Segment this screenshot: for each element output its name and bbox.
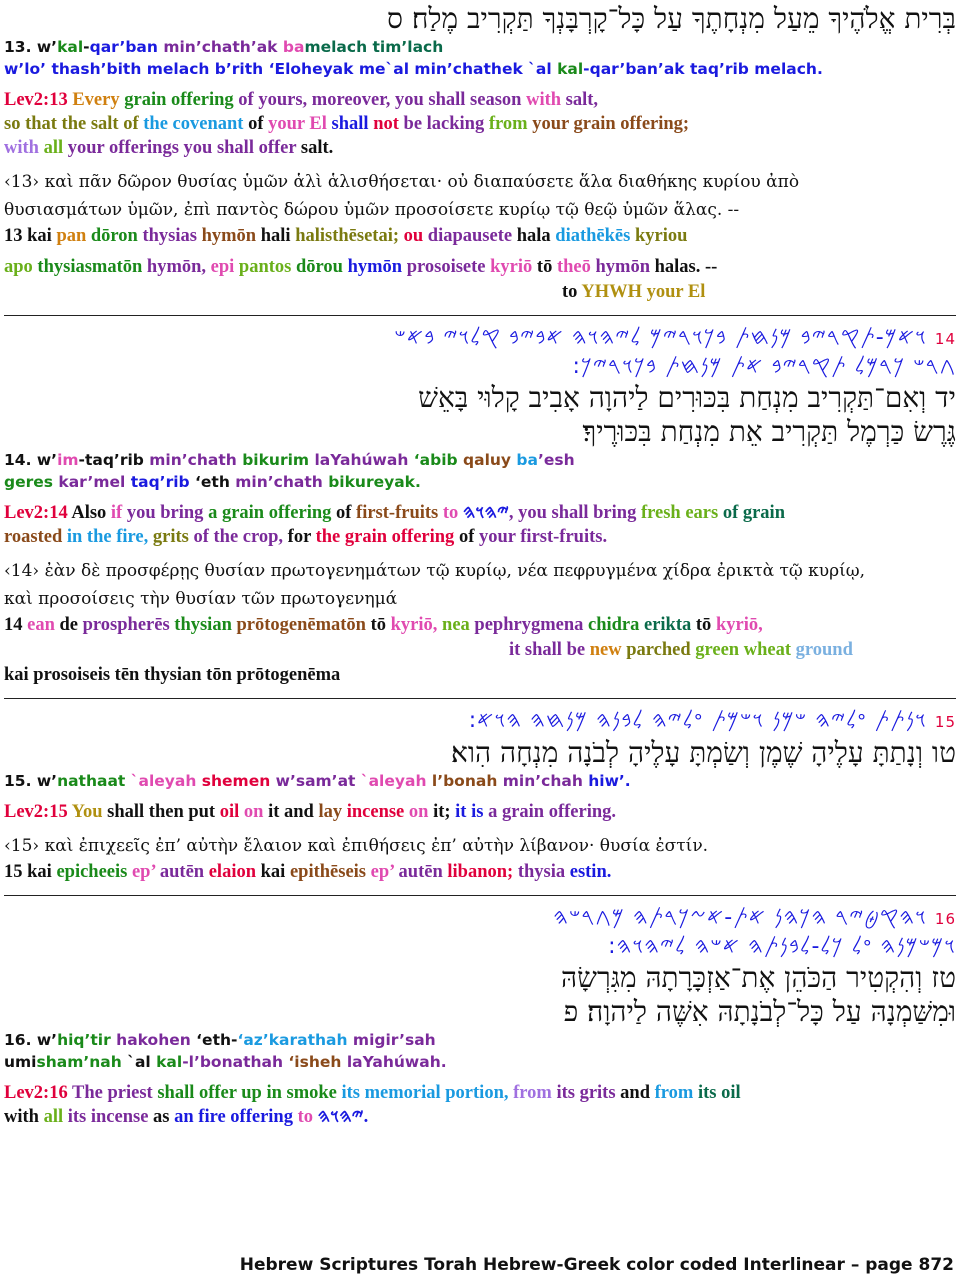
word-segment: on xyxy=(408,802,434,822)
word-segment: you bring xyxy=(126,503,209,523)
word-segment: `al xyxy=(127,1053,157,1071)
v14-hebrew-line-1: יד וְאִם־תַּקְרִיב מִנְחַת בִּכּוּרִים לַיהוָה אָבִיב קָלוּי בָּאֵשׁ xyxy=(418,381,956,414)
word-segment: in the fire, xyxy=(66,527,153,547)
word-segment: the grain offering xyxy=(315,527,459,547)
word-segment: bikureyak. xyxy=(328,473,421,491)
word-segment: if xyxy=(110,503,127,523)
divider xyxy=(4,698,956,699)
word-segment: The priest xyxy=(72,1083,158,1103)
word-segment: kal xyxy=(156,1053,183,1071)
word-segment: to xyxy=(562,282,582,302)
word-segment: prosoisete xyxy=(406,257,491,277)
word-segment: and xyxy=(284,802,319,822)
v14-greek-line-2: καὶ προσοίσεις τὴν θυσίαν τῶν πρωτογενημά xyxy=(4,589,398,609)
word-segment: w’lo’ thash’bith melach b’rith ‘Eloheyak me`al min’chathek `al xyxy=(4,60,558,78)
v15-translit-line-1 xyxy=(4,770,956,792)
word-segment: migir’sah xyxy=(352,1031,436,1049)
word-segment: tō xyxy=(536,257,557,277)
v13-translit xyxy=(4,36,956,80)
word-segment: hymōn xyxy=(201,226,261,246)
word-segment: Lev2:16 xyxy=(4,1083,73,1103)
word-segment: epicheeis xyxy=(56,862,132,882)
v16-hebrew-line-2: וּמִשַּׁמְנָהּ עַל כָּל־לְבֹנָתָהּ אִשֶּׁה לַיהוָה׃ פ xyxy=(563,995,956,1028)
word-segment: 14 xyxy=(4,615,28,635)
v14-greek-translit-line-3 xyxy=(4,663,956,688)
word-segment: sham’nah xyxy=(36,1053,128,1071)
word-segment: for xyxy=(287,527,316,547)
word-segment: umi xyxy=(4,1053,37,1071)
word-segment: thysian xyxy=(174,615,237,635)
word-segment: diapausete xyxy=(427,226,517,246)
word-segment: your grain offering; xyxy=(532,114,690,134)
word-segment: the covenant xyxy=(143,114,249,134)
word-segment: shemen xyxy=(201,772,276,790)
word-segment: of xyxy=(336,503,357,523)
word-segment: - xyxy=(83,38,90,56)
word-segment: kyriō, xyxy=(715,615,763,635)
word-segment: l’bonah xyxy=(431,772,503,790)
divider xyxy=(4,315,956,316)
v13-english xyxy=(4,88,956,160)
v13-greek-translit-line-1 xyxy=(4,224,956,249)
word-segment: 15. w’ xyxy=(4,772,58,790)
word-segment: hala xyxy=(516,226,556,246)
word-segment: new xyxy=(589,640,627,660)
word-segment: first-fruits xyxy=(356,503,443,523)
v15-number: 15 xyxy=(934,713,956,731)
word-segment: green wheat xyxy=(695,640,796,660)
word-segment: pan xyxy=(56,226,91,246)
word-segment: shall xyxy=(331,114,374,134)
v13-english-line-1 xyxy=(4,88,956,112)
word-segment: prōtogenēmatōn xyxy=(236,615,371,635)
word-segment: its incense xyxy=(67,1107,154,1127)
word-segment: pantos xyxy=(238,257,296,277)
word-segment: kyriou xyxy=(634,226,688,246)
word-segment: elaion xyxy=(208,862,261,882)
interlinear-page xyxy=(4,2,956,1129)
word-segment: -taq’rib xyxy=(78,451,150,469)
word-segment: `aleyah xyxy=(360,772,432,790)
word-segment: from xyxy=(513,1083,557,1103)
word-segment: as xyxy=(153,1107,175,1127)
v13-english-line-2 xyxy=(4,112,956,136)
v15-english-line-1 xyxy=(4,800,956,824)
word-segment: is xyxy=(471,802,489,822)
word-segment: so that the salt of xyxy=(4,114,144,134)
word-segment: hiq’tir xyxy=(57,1031,117,1049)
word-segment: its oil xyxy=(697,1083,741,1103)
word-segment: 13 kai xyxy=(4,226,57,246)
word-segment: kyriō xyxy=(490,257,537,277)
v13-greek-line-1: ‹13› καὶ πᾶν δῶρον θυσίας ὑμῶν ἁλὶ ἁλισθήσεται· οὐ διαπαύσετε ἅλα διαθήκης κυρίου ἀπὸ xyxy=(4,172,800,192)
v13-hebrew-tail: בְּרִית אֱלֹהֶיךָ מֵעַל מִנְחָתֶךָ עַל כָּל־קָרְבָּנְךָ תַּקְרִיב מֶלַח׃ ס xyxy=(387,2,956,35)
word-segment: not xyxy=(373,114,404,134)
word-segment: min’chath xyxy=(235,473,329,491)
word-segment: it xyxy=(268,802,284,822)
word-segment: laYahúwah. xyxy=(346,1053,447,1071)
word-segment: -l’bonathah xyxy=(182,1053,289,1071)
word-segment: 𐤉𐤄𐤅𐤄 xyxy=(462,503,509,523)
word-segment: ’esh xyxy=(537,451,575,469)
word-segment: your first-fruits. xyxy=(478,527,608,547)
word-segment: de xyxy=(59,615,83,635)
word-segment: melach tim’lach xyxy=(304,38,444,56)
word-segment: grain offering xyxy=(124,90,239,110)
word-segment: -qar’ban’ak taq’rib melach. xyxy=(583,60,823,78)
v16-translit-line-1 xyxy=(4,1029,956,1051)
v16-number: 16 xyxy=(934,910,956,928)
word-segment: Also xyxy=(71,503,111,523)
word-segment: Every xyxy=(72,90,125,110)
word-segment: 14. w’ xyxy=(4,451,58,469)
word-segment: chidra xyxy=(587,615,644,635)
word-segment: roasted xyxy=(4,527,67,547)
word-segment: kal xyxy=(57,38,84,56)
v13-greek-line-2: θυσιασμάτων ὑμῶν, ἐπὶ παντὸς δώρου ὑμῶν προσοίσετε κυρίῳ τῷ θεῷ ὑμῶν ἅλας. -- xyxy=(4,200,740,220)
v16-translit-line-2 xyxy=(4,1051,956,1073)
word-segment: shall offer up in smoke xyxy=(157,1083,342,1103)
word-segment: thysia xyxy=(517,862,570,882)
page-footer: Hebrew Scriptures Torah Hebrew-Greek color coded Interlinear – page 872 xyxy=(239,1255,954,1275)
word-segment: libanon; xyxy=(447,862,518,882)
divider xyxy=(4,895,956,896)
word-segment: ba xyxy=(516,451,538,469)
v13-greek-translit-line-3 xyxy=(4,280,956,305)
v13-translit-line-1 xyxy=(4,36,956,58)
v16-english-line-2 xyxy=(4,1105,956,1129)
word-segment: hakohen xyxy=(116,1031,197,1049)
word-segment: of the crop, xyxy=(193,527,288,547)
word-segment: ep’ xyxy=(131,862,160,882)
v16-paleo-line-2: 𐤅𐤌𐤔𐤌𐤍𐤄 𐤏𐤋 𐤊𐤋-𐤋𐤁𐤍𐤕𐤄 𐤀𐤔𐤄 𐤋𐤉𐤄𐤅𐤄: xyxy=(608,934,956,959)
word-segment: ‘isheh xyxy=(288,1053,347,1071)
v14-greek-translit-line-2 xyxy=(4,638,956,663)
word-segment: all xyxy=(43,138,68,158)
word-segment: it shall be xyxy=(509,640,590,660)
word-segment: on xyxy=(243,802,269,822)
word-segment: erikta xyxy=(644,615,696,635)
v14-greek-translit-line-1 xyxy=(4,613,956,638)
v14-translit-line-2 xyxy=(4,471,956,493)
word-segment: w’sam’at xyxy=(275,772,361,790)
word-segment: and xyxy=(620,1083,655,1103)
word-segment: epi xyxy=(210,257,239,277)
word-segment: to xyxy=(297,1107,318,1127)
word-segment: lay xyxy=(318,802,347,822)
word-segment: it xyxy=(455,802,472,822)
v14-translit-line-1 xyxy=(4,449,956,471)
word-segment: of yours, moreover, you shall season xyxy=(238,90,527,110)
word-segment: min’chath’ak xyxy=(157,38,283,56)
word-segment: of grain xyxy=(722,503,785,523)
word-segment: you shall offer xyxy=(183,138,301,158)
word-segment: hiw’. xyxy=(588,772,631,790)
v13-greek-translit-line-2 xyxy=(4,255,956,280)
word-segment: its grits xyxy=(556,1083,621,1103)
word-segment: You xyxy=(71,802,108,822)
word-segment: nea xyxy=(442,615,475,635)
word-segment: kai prosoiseis tēn thysian tōn prōtogenēma xyxy=(4,665,341,685)
v15-paleo-line-1: 15 𐤅𐤍𐤕𐤕 𐤏𐤋𐤉𐤄 𐤔𐤌𐤍 𐤅𐤔𐤌𐤕 𐤏𐤋𐤉𐤄 𐤋𐤁𐤍𐤄 𐤌𐤍𐤇𐤄 𐤄𐤅𐤀: xyxy=(468,708,956,733)
v15-greek-translit-line-1 xyxy=(4,860,956,885)
word-segment: laYahúwah xyxy=(314,451,414,469)
word-segment: 𐤉𐤄𐤅𐤄. xyxy=(317,1107,369,1127)
word-segment: fresh ears xyxy=(640,503,723,523)
v14-hebrew-line-2: גֶּרֶשׂ כַּרְמֶל תַּקְרִיב אֵת מִנְחַת בִּכּוּרֶיךָ׃ xyxy=(582,415,956,448)
v15-greek-line-1: ‹15› καὶ ἐπιχεεῖς ἐπ’ αὐτὴν ἔλαιον καὶ ἐπιθήσεις ἐπ’ αὐτὴν λίβανον· θυσία ἐστίν. xyxy=(4,836,709,856)
word-segment: your El xyxy=(268,114,332,134)
word-segment: YHWH your El xyxy=(581,282,706,302)
word-segment: a grain offering. xyxy=(488,802,617,822)
word-segment: of xyxy=(458,527,479,547)
word-segment: kai xyxy=(260,862,290,882)
word-segment: im xyxy=(57,451,79,469)
v14-english-line-2 xyxy=(4,525,956,549)
word-segment: incense xyxy=(346,802,409,822)
v14-paleo-line-2: 𐤂𐤓𐤔 𐤊𐤓𐤌𐤋 𐤕𐤒𐤓𐤉𐤁 𐤀𐤕 𐤌𐤍𐤇𐤕 𐤁𐤊𐤅𐤓𐤉𐤊: xyxy=(572,354,956,379)
word-segment: from xyxy=(488,114,533,134)
word-segment: salt, xyxy=(565,90,599,110)
word-segment: oil xyxy=(219,802,244,822)
v13-translit-line-2 xyxy=(4,58,956,80)
word-segment: with xyxy=(4,1107,44,1127)
word-segment: thysias xyxy=(142,226,202,246)
word-segment: your offerings xyxy=(67,138,184,158)
word-segment: kal xyxy=(557,60,584,78)
word-segment: be lacking xyxy=(403,114,489,134)
v14-greek-line-1: ‹14› ἐὰν δὲ προσφέρῃς θυσίαν πρωτογενημάτων τῷ κυρίῳ, νέα πεφρυγμένα χίδρα ἐρικτὰ τῷ κυρίῳ, xyxy=(4,561,866,581)
word-segment: hymōn xyxy=(347,257,407,277)
word-segment: 13. w’ xyxy=(4,38,58,56)
word-segment: prospherēs xyxy=(82,615,175,635)
word-segment: halisthēsetai; xyxy=(295,226,404,246)
word-segment: thysiasmatōn xyxy=(37,257,147,277)
word-segment: autēn xyxy=(159,862,209,882)
word-segment: tō xyxy=(370,615,391,635)
word-segment: of xyxy=(248,114,269,134)
word-segment: 16. w’ xyxy=(4,1031,58,1049)
word-segment: ‘eth xyxy=(195,473,236,491)
word-segment: pephrygmena xyxy=(474,615,588,635)
v14-english-line-1 xyxy=(4,501,956,525)
word-segment: ean xyxy=(27,615,60,635)
word-segment: dōron xyxy=(90,226,143,246)
word-segment: hymōn xyxy=(595,257,655,277)
word-segment: qaluy xyxy=(463,451,517,469)
v16-hebrew-line-1: טז וְהִקְטִיר הַכֹּהֵן אֶת־אַזְכָּרָתָהּ מִגִּרְשָׂהּ xyxy=(561,961,956,994)
word-segment: tō xyxy=(695,615,716,635)
word-segment: ground xyxy=(795,640,853,660)
word-segment: estin. xyxy=(569,862,612,882)
word-segment: nathaat xyxy=(57,772,131,790)
word-segment: shall then put xyxy=(107,802,220,822)
word-segment: autēn xyxy=(398,862,448,882)
word-segment: hali xyxy=(260,226,296,246)
word-segment: qar’ban xyxy=(89,38,158,56)
word-segment: grits xyxy=(152,527,194,547)
word-segment: bikurim xyxy=(242,451,315,469)
word-segment: min’chah xyxy=(502,772,589,790)
word-segment: kar’mel xyxy=(58,473,131,491)
word-segment: all xyxy=(43,1107,68,1127)
v13-english-line-3 xyxy=(4,136,956,160)
word-segment: halas. -- xyxy=(654,257,718,277)
word-segment: , you shall bring xyxy=(508,503,641,523)
word-segment: with xyxy=(526,90,566,110)
word-segment: with xyxy=(4,138,44,158)
word-segment: `aleyah xyxy=(130,772,202,790)
v16-paleo-line-1: 16 𐤅𐤄𐤒𐤈𐤉𐤓 𐤄𐤊𐤄𐤍 𐤀𐤕-𐤀𐤆𐤊𐤓𐤕𐤄 𐤌𐤂𐤓𐤔𐤄 xyxy=(553,905,956,930)
word-segment: it; xyxy=(433,802,456,822)
word-segment: theō xyxy=(556,257,596,277)
word-segment: ‘eth- xyxy=(196,1031,238,1049)
word-segment: ‘az’karathah xyxy=(237,1031,353,1049)
word-segment: Lev2:13 xyxy=(4,90,73,110)
word-segment: epithēseis xyxy=(289,862,371,882)
word-segment: geres xyxy=(4,473,59,491)
v15-hebrew-line-1: טו וְנָתַתָּ עָלֶיהָ שֶׁמֶן וְשַׂמְתָּ עָלֶיהָ לְבֹנָה מִנְחָה הִוא׃ xyxy=(451,736,956,769)
word-segment: diathēkēs xyxy=(555,226,635,246)
word-segment: min’chath xyxy=(149,451,243,469)
word-segment: Lev2:15 xyxy=(4,802,72,822)
word-segment: parched xyxy=(626,640,696,660)
word-segment: kyriō, xyxy=(390,615,443,635)
word-segment: ba xyxy=(282,38,305,56)
word-segment: an fire offering xyxy=(174,1107,298,1127)
word-segment: dōrou xyxy=(296,257,348,277)
word-segment: a grain offering xyxy=(208,503,336,523)
word-segment: hymōn, xyxy=(146,257,211,277)
word-segment: Lev2:14 xyxy=(4,503,72,523)
word-segment: taq’rib xyxy=(130,473,196,491)
word-segment: ep’ xyxy=(370,862,399,882)
word-segment: its memorial portion, xyxy=(341,1083,514,1103)
v16-english-line-1 xyxy=(4,1081,956,1105)
v14-number: 14 xyxy=(934,330,956,348)
word-segment: salt. xyxy=(300,138,334,158)
word-segment: ou xyxy=(403,226,428,246)
word-segment: 15 kai xyxy=(4,862,57,882)
v14-paleo-line-1: 14 𐤅𐤀𐤌-𐤕𐤒𐤓𐤉𐤁 𐤌𐤍𐤇𐤕 𐤁𐤊𐤅𐤓𐤉𐤌 𐤋𐤉𐤄𐤅𐤄 𐤀𐤁𐤉𐤁 𐤒𐤋𐤅𐤉 𐤁𐤀𐤔 xyxy=(394,325,956,350)
word-segment: from xyxy=(654,1083,698,1103)
word-segment: to xyxy=(442,503,463,523)
word-segment: ‘abib xyxy=(413,451,464,469)
word-segment: apo xyxy=(4,257,38,277)
